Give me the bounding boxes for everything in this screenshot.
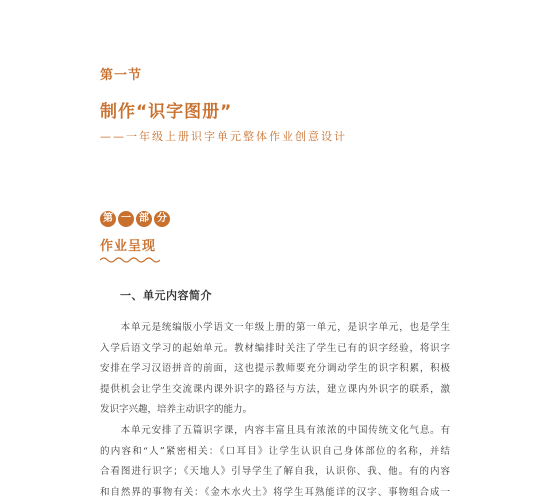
part-badge-char: 第 (100, 211, 116, 227)
text-line: 和自然界的事物有关：《金木水火土》将学生耳熟能详的汉字、事物组合成一 (100, 486, 450, 498)
body-paragraphs (100, 318, 450, 503)
text-line: 合看图进行识字；《天地人》引导学生了解自我，认识你、我、他。有的内容 (100, 466, 450, 478)
text-line: 的内容和“人”紧密相关：《口耳目》让学生认识自己身体部位的名称，并结 (100, 445, 450, 457)
part-badge-char: 部 (136, 211, 152, 227)
section-label: 第一节 (100, 68, 143, 83)
part-title: 作业呈现 (100, 239, 157, 254)
part-badge (100, 211, 170, 227)
text-line: 入学后语文学习的起始单元。教材编排时关注了学生已有的识字经验，将识字 (100, 342, 450, 354)
wavy-divider (100, 256, 160, 264)
subtitle: ——一年级上册识字单元整体作业创意设计 (100, 130, 347, 143)
text-line: 发识字兴趣，培养主动识字的能力。 (100, 404, 253, 416)
part-badge-char: 分 (154, 211, 170, 227)
section-heading: 一、单元内容简介 (120, 289, 212, 302)
text-line: 安排在学习汉语拼音的前面，这也提示教师要充分调动学生的识字积累，积极 (100, 363, 450, 375)
text-line: 本单元是统编版小学语文一年级上册的第一单元，是识字单元，也是学生 (100, 322, 450, 333)
main-title: 制作“识字图册” (100, 102, 233, 122)
part-badge-char: 一 (118, 211, 134, 227)
text-line: 本单元安排了五篇识字课，内容丰富且具有浓浓的中国传统文化气息。有 (100, 424, 450, 436)
text-line: 提供机会让学生交流课内课外识字的路径与方法，建立课内外识字的联系，激 (100, 383, 450, 395)
